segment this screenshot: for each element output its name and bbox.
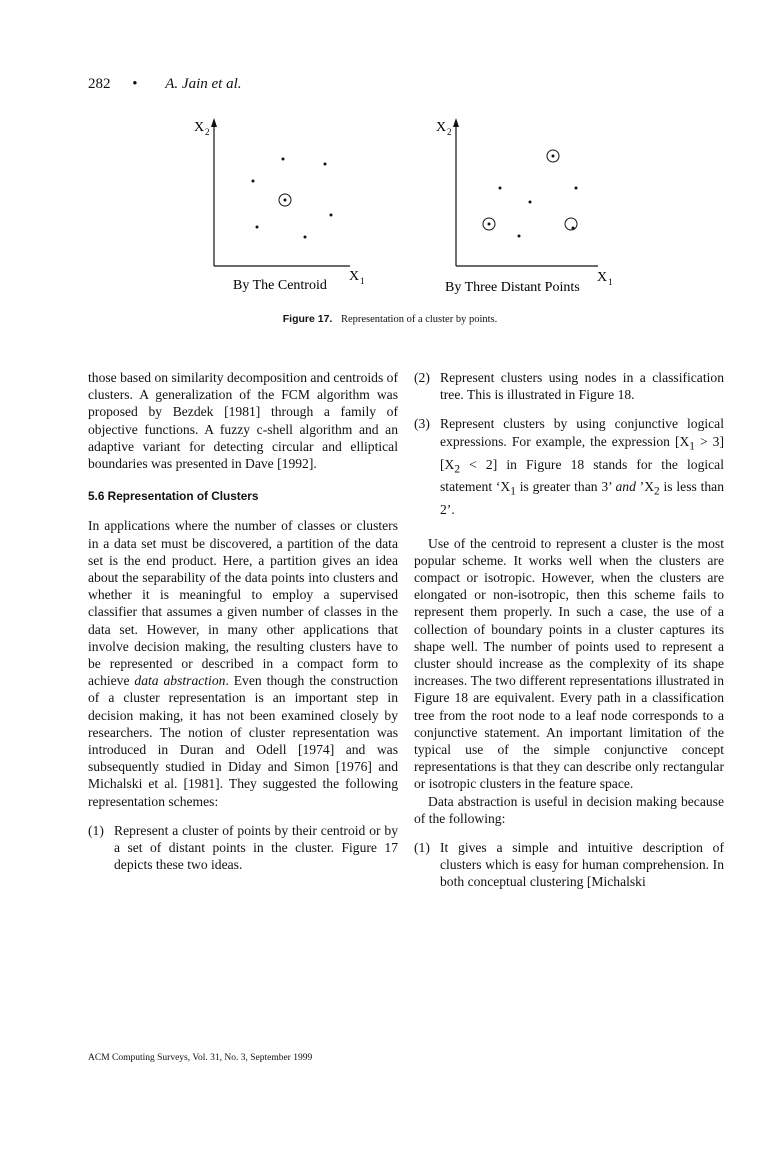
list-item xyxy=(414,369,724,403)
right-y-label-sub: 2 xyxy=(447,127,452,137)
list-number: (2) xyxy=(414,370,430,385)
left-y-label-sub: 2 xyxy=(205,127,210,137)
list-number: (1) xyxy=(88,822,104,838)
data-point xyxy=(304,236,307,239)
list-number: (1) xyxy=(414,840,430,856)
list-number: (3) xyxy=(414,416,430,432)
distant-point xyxy=(552,155,555,158)
right-y-arrow-icon xyxy=(453,118,459,127)
data-point xyxy=(330,214,333,217)
list-item xyxy=(88,822,398,874)
centroid-point xyxy=(284,199,287,202)
left-plot-title: By The Centroid xyxy=(233,278,327,293)
list-item xyxy=(414,839,724,891)
paragraph: Use of the centroid to represent a cluster is the most popular scheme. It works well when the clusters are compact or isotropic. However, when the clusters are elongated or non-isotropic, then this scheme fails to represent them properly. In such a case, the use of a collection of boundary points in a cluster captures its shape well. The number of points used to represent a cluster should increase as the complexity of its shape increases. The two different representations illustrated in Figure 18 are equivalent. Every path in a classification tree from the root node to a leaf node corresponds to a conjunctive statement. An important limitation of the typical use of the simple conjunctive concept representations is that they can describe only rectangular or isotropic clusters in the feature space. xyxy=(414,535,724,792)
right-plot xyxy=(436,118,613,295)
list-text-part: < 2] in Figure 18 stands for the logical statement ‘X xyxy=(440,456,724,495)
left-x-label-sub: 1 xyxy=(360,276,365,286)
paragraph-text: In applications where the number of classes or clusters in a data set must be discovered, a partition of the data set is the end product. Here, a partition gives an idea about the separability of the data points into clusters and whether it is meaningful to employ a supervised classifier that assumes a given number of classes in the data set. However, in many other applications that involve decision making, the resulting clusters have to be represented or described in a compact form to achieve xyxy=(88,518,398,689)
emphasis-text: data abstraction xyxy=(134,673,226,689)
caption-text: Representation of a cluster by points. xyxy=(340,314,498,325)
list-text-part: is greater than 3’ xyxy=(515,479,616,495)
data-point xyxy=(252,180,255,183)
data-point xyxy=(499,187,502,190)
left-y-label: X xyxy=(194,120,205,135)
page-number: 282 xyxy=(88,76,111,92)
data-point xyxy=(518,235,521,238)
list-text xyxy=(440,415,724,518)
subscript: 2 xyxy=(654,486,660,499)
page-footer: ACM Computing Surveys, Vol. 31, No. 3, September 1999 xyxy=(88,1053,313,1063)
list-text-part: ’X xyxy=(635,479,655,495)
list-text-part: Represent clusters by using conjunctive logical expressions. For example, the expression [X xyxy=(440,416,724,449)
section-heading: 5.6 Representation of Clusters xyxy=(88,489,259,504)
right-column xyxy=(414,369,724,891)
list-text-part: is less than 2’. xyxy=(440,479,724,518)
header-bullet: • xyxy=(132,76,138,92)
data-point xyxy=(575,187,578,190)
left-x-label: X xyxy=(349,269,360,284)
subscript: 1 xyxy=(689,440,695,453)
paragraph: those based on similarity decomposition and centroids of clusters. A generalization of the FCM algorithm was proposed by Bezdek [1981] through a family of objective functions. A fuzzy c-shell algorithm and an adaptive variant for detecting circular and elliptical boundaries was presented in Dave [1992]. xyxy=(88,370,398,472)
data-point xyxy=(324,163,327,166)
left-plot xyxy=(194,118,365,293)
distant-point xyxy=(572,227,575,230)
subscript: 2 xyxy=(454,463,461,476)
left-column xyxy=(88,369,398,873)
paragraph xyxy=(88,517,398,809)
list-text-part: > 3][X xyxy=(440,433,724,472)
list-item xyxy=(414,415,724,518)
paragraph: Data abstraction is useful in decision making because of the following: xyxy=(414,793,724,826)
figure-17 xyxy=(0,0,780,310)
list-text: Represent a cluster of points by their centroid or by a set of distant points in the cluster. Figure 17 depicts these two ideas. xyxy=(114,822,398,873)
paragraph-text: . Even though the construction of a cluster representation is an important step in decision making, it has not been examined closely by researchers. The notion of cluster representation was introduced in Duran and Odell [1974] and was subsequently studied in Diday and Simon [1976] and Michalski et al. [1981]. They suggested the following representation schemes: xyxy=(88,673,398,809)
emphasis-text: and xyxy=(615,479,636,495)
subscript: 1 xyxy=(510,486,516,499)
header-authors: A. Jain et al. xyxy=(165,76,242,92)
distant-point xyxy=(488,223,491,226)
data-point xyxy=(282,158,285,161)
left-y-arrow-icon xyxy=(211,118,217,127)
figure-caption xyxy=(0,313,780,325)
list-text: Represent clusters using nodes in a classification tree. This is illustrated in Figure 18. xyxy=(440,370,724,403)
right-plot-title: By Three Distant Points xyxy=(445,280,580,295)
distant-point-marker xyxy=(565,218,577,230)
right-y-label: X xyxy=(436,120,447,135)
right-x-label-sub: 1 xyxy=(608,277,613,287)
right-x-label: X xyxy=(597,270,608,285)
data-point xyxy=(256,226,259,229)
data-point xyxy=(529,201,532,204)
caption-label: Figure 17. xyxy=(282,313,333,325)
list-text: It gives a simple and intuitive description of clusters which is easy for human comprehension. In both conceptual clustering [Michalski xyxy=(440,840,724,890)
